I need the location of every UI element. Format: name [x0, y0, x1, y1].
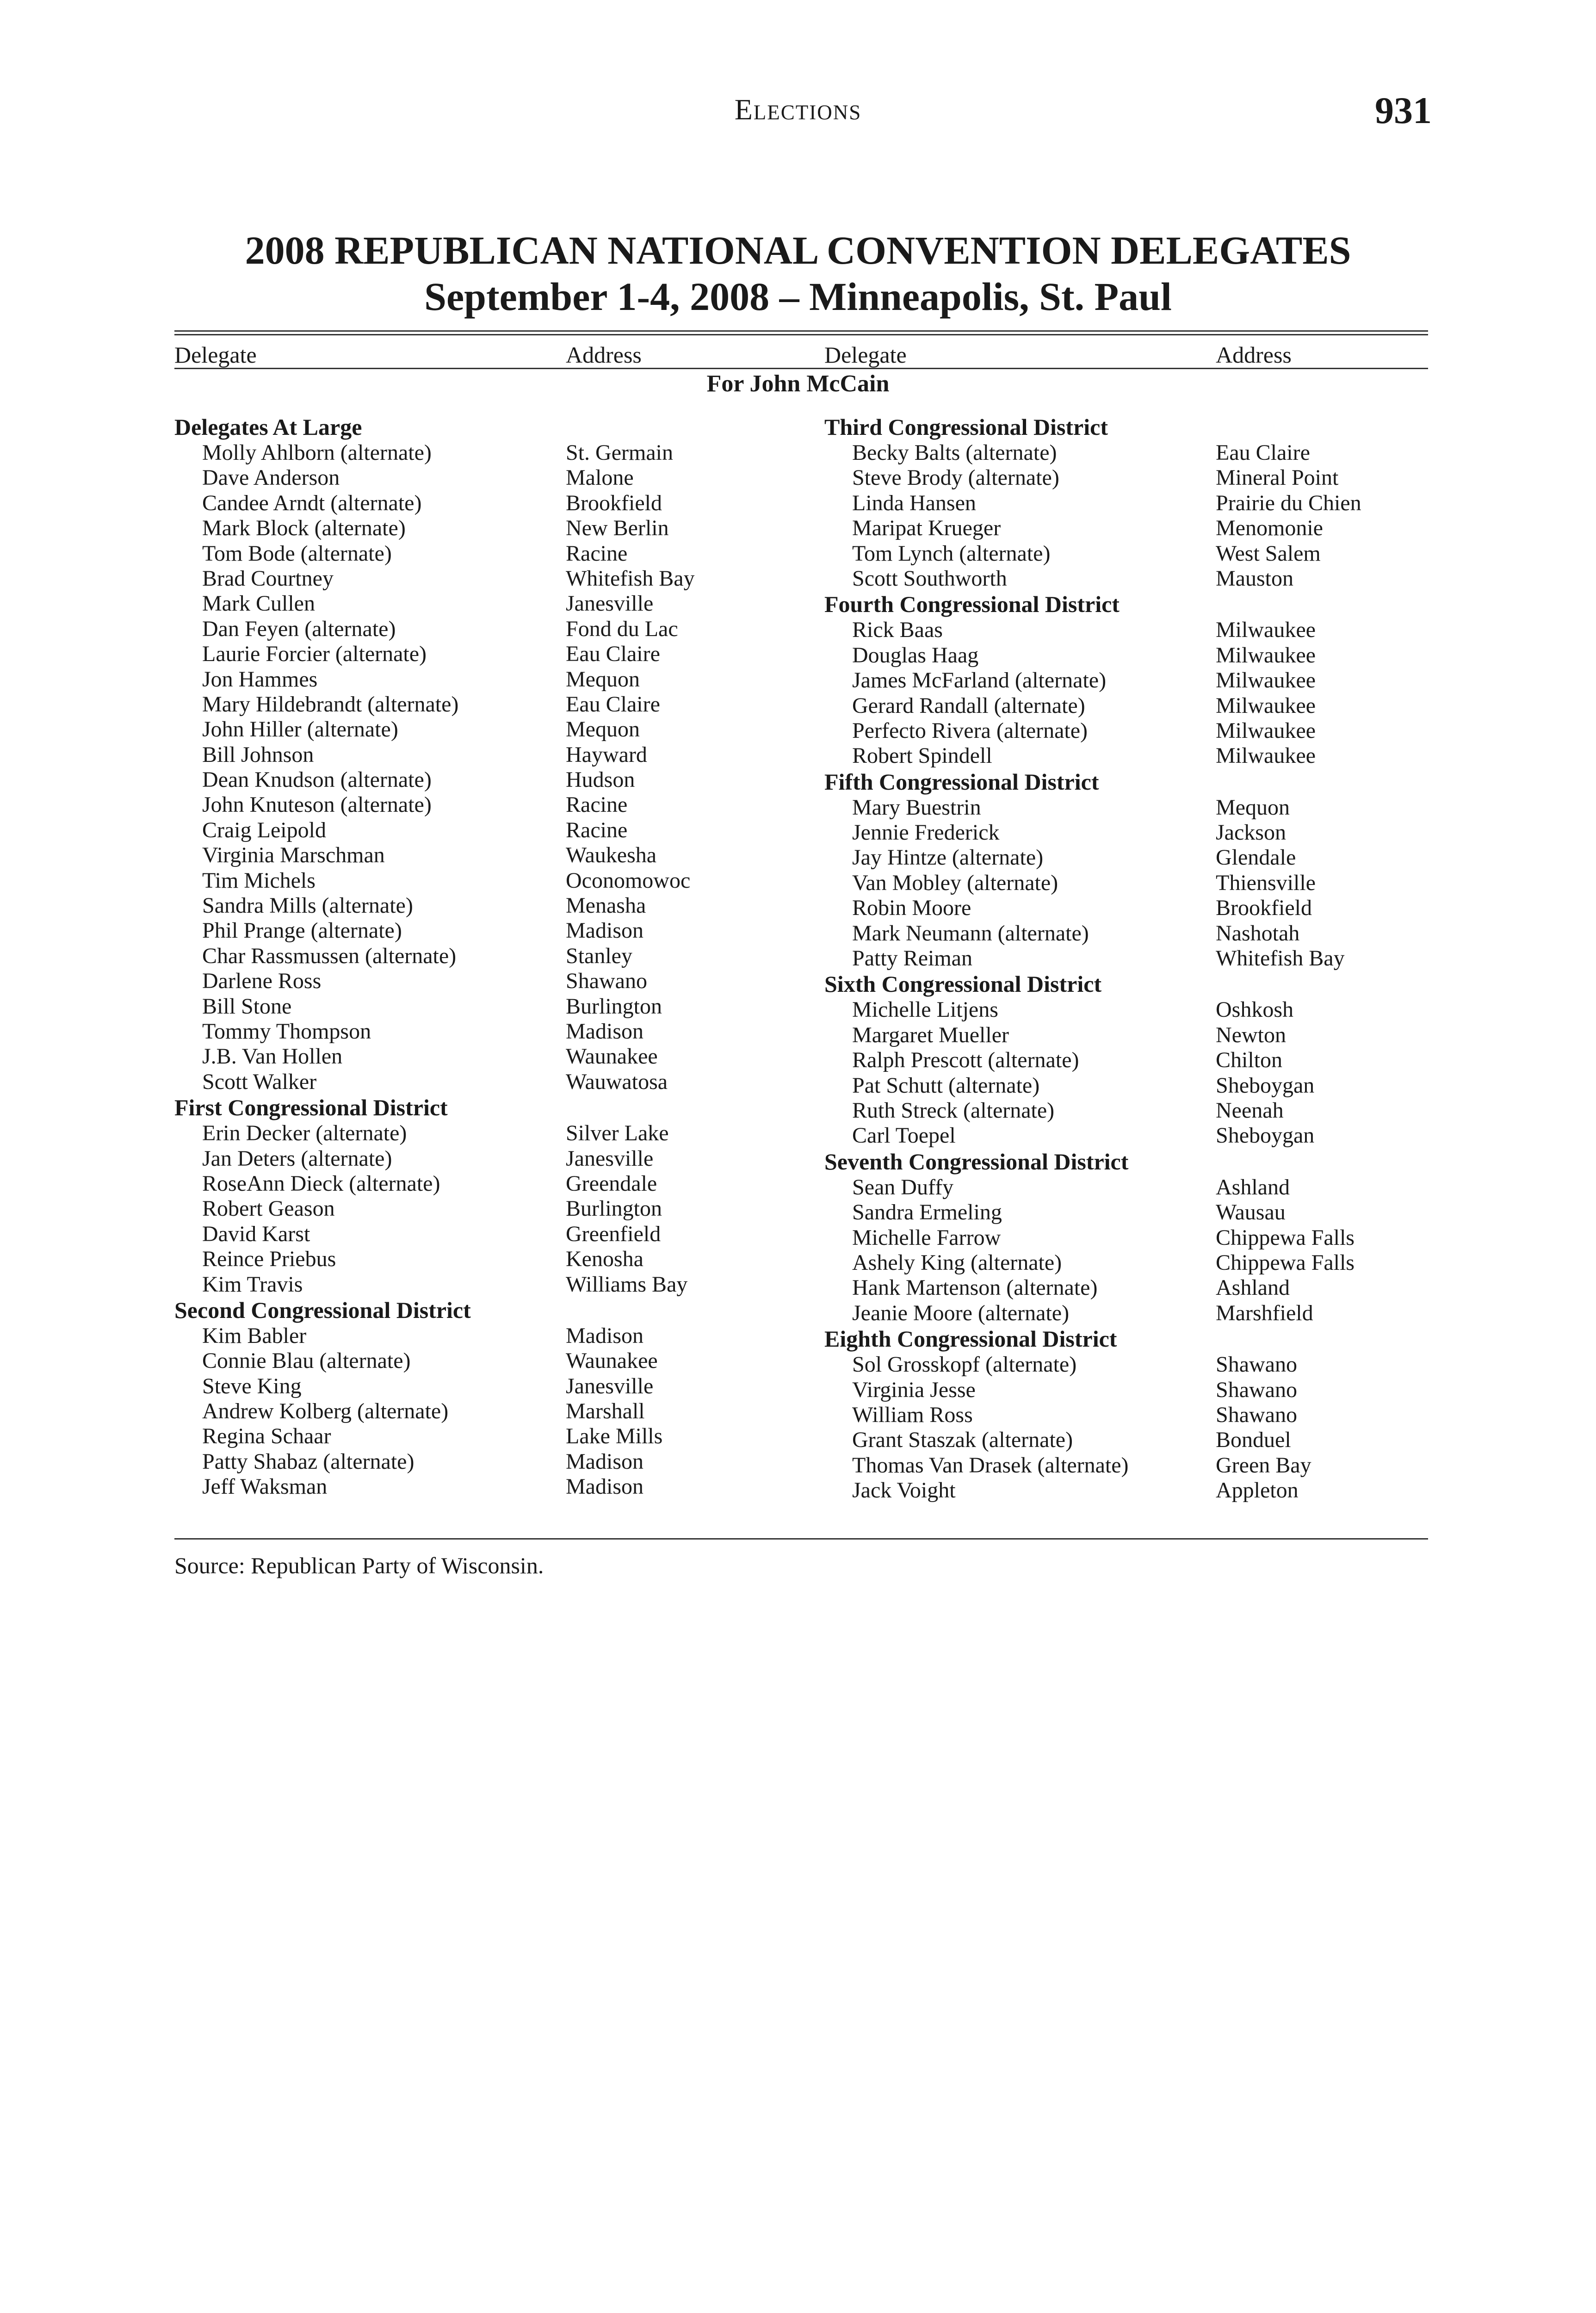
- delegate-address: Hudson: [566, 767, 635, 792]
- delegate-row: [174, 943, 632, 969]
- delegate-address: Madison: [566, 918, 643, 943]
- delegate-row: [824, 1300, 1313, 1326]
- delegate-address: Silver Lake: [566, 1121, 669, 1146]
- delegate-row: [174, 969, 647, 994]
- delegate-row: [174, 1449, 643, 1474]
- delegate-address: Stanley: [566, 943, 632, 968]
- delegate-row: [174, 1474, 643, 1499]
- page-subtitle: September 1-4, 2008 – Minneapolis, St. Paul: [424, 274, 1172, 319]
- delegate-address: Wauwatosa: [566, 1069, 668, 1094]
- delegate-row: [174, 516, 669, 541]
- delegate-row: [824, 541, 1321, 566]
- delegate-row: [824, 1250, 1355, 1275]
- delegate-row: [174, 1424, 663, 1449]
- delegate-row: [174, 490, 662, 516]
- delegate-address: Racine: [566, 817, 628, 842]
- delegate-address: Jackson: [1216, 820, 1286, 845]
- delegate-address: Ashland: [1216, 1175, 1290, 1200]
- delegate-name: Phil Prange (alternate): [202, 918, 402, 943]
- delegate-row: [824, 997, 1294, 1022]
- section-heading: Third Congressional District: [824, 414, 1108, 440]
- delegate-name: Andrew Kolberg (alternate): [202, 1399, 449, 1424]
- delegate-name: Perfecto Rivera (alternate): [852, 718, 1088, 743]
- delegate-address: Racine: [566, 792, 628, 817]
- delegate-name: Jon Hammes: [202, 667, 318, 692]
- delegate-name: Van Mobley (alternate): [852, 870, 1058, 895]
- delegate-row: [174, 742, 647, 767]
- delegate-address: Fond du Lac: [566, 616, 678, 641]
- delegate-address: Chippewa Falls: [1216, 1250, 1355, 1275]
- delegate-name: Sol Grosskopf (alternate): [852, 1352, 1077, 1377]
- delegate-address: Mequon: [566, 667, 640, 692]
- delegate-address: Wausau: [1216, 1200, 1286, 1225]
- delegate-address: Whitefish Bay: [566, 566, 695, 591]
- delegate-name: Michelle Farrow: [852, 1225, 1001, 1250]
- page-header: [0, 89, 1596, 143]
- delegate-address: Marshfield: [1216, 1300, 1313, 1325]
- delegate-name: Tom Lynch (alternate): [852, 541, 1051, 566]
- delegate-row: [824, 1098, 1284, 1123]
- delegate-address: Eau Claire: [566, 642, 660, 667]
- delegate-address: Menomonie: [1216, 516, 1323, 541]
- delegate-address: Mauston: [1216, 566, 1293, 591]
- delegate-name: Brad Courtney: [202, 566, 334, 591]
- delegate-name: Darlene Ross: [202, 969, 322, 994]
- delegate-row: [824, 1200, 1286, 1225]
- delegate-row: [174, 868, 691, 893]
- delegate-row: [174, 817, 628, 843]
- delegate-row: [824, 1275, 1290, 1300]
- delegate-row: [824, 1073, 1315, 1098]
- delegate-name: RoseAnn Dieck (alternate): [202, 1171, 440, 1196]
- delegate-address: New Berlin: [566, 516, 669, 541]
- delegate-row: [824, 1022, 1286, 1048]
- delegate-name: Jeff Waksman: [202, 1474, 328, 1499]
- delegate-name: Maripat Krueger: [852, 516, 1001, 541]
- delegate-row: [824, 1402, 1297, 1428]
- delegate-address: Waunakee: [566, 1348, 658, 1373]
- section-heading: Fifth Congressional District: [824, 768, 1099, 795]
- delegate-name: Craig Leipold: [202, 817, 326, 842]
- delegate-row: [824, 1478, 1299, 1503]
- delegate-address: Bonduel: [1216, 1428, 1291, 1453]
- delegate-name: Dan Feyen (alternate): [202, 616, 396, 641]
- delegate-name: Mary Hildebrandt (alternate): [202, 692, 459, 717]
- delegate-name: Robert Geason: [202, 1196, 335, 1221]
- delegate-row: [174, 1019, 643, 1044]
- left-column: [174, 414, 695, 1500]
- delegate-address: Mequon: [566, 717, 640, 742]
- table-top-rule-inner: [174, 334, 1428, 335]
- delegate-row: [174, 667, 640, 692]
- delegate-name: Jan Deters (alternate): [202, 1146, 392, 1171]
- delegate-row: [174, 994, 662, 1019]
- delegate-name: Linda Hansen: [852, 490, 976, 515]
- delegate-address: Madison: [566, 1019, 643, 1044]
- delegate-row: [174, 465, 634, 490]
- delegate-address: Nashotah: [1216, 921, 1300, 946]
- delegate-name: Pat Schutt (alternate): [852, 1073, 1040, 1098]
- section-heading: Eighth Congressional District: [824, 1326, 1117, 1352]
- delegate-address: Burlington: [566, 994, 662, 1019]
- delegate-name: Laurie Forcier (alternate): [202, 642, 427, 667]
- delegate-row: [174, 642, 660, 667]
- delegate-row: [824, 465, 1339, 490]
- delegate-row: [174, 1044, 658, 1069]
- delegate-row: [174, 918, 643, 943]
- delegate-address: Oshkosh: [1216, 997, 1294, 1022]
- delegate-name: Kim Babler: [202, 1323, 307, 1348]
- delegate-row: [174, 893, 646, 918]
- delegate-address: Mequon: [1216, 795, 1290, 820]
- delegate-address: Milwaukee: [1216, 693, 1316, 718]
- delegate-row: [174, 1247, 643, 1272]
- running-title: Elections: [734, 93, 862, 126]
- delegate-row: [174, 1323, 643, 1348]
- delegate-name: Ashely King (alternate): [852, 1250, 1062, 1275]
- delegate-address: Whitefish Bay: [1216, 946, 1345, 971]
- delegate-row: [174, 792, 628, 817]
- delegate-address: Janesville: [566, 591, 654, 616]
- delegate-name: Steve King: [202, 1373, 302, 1398]
- delegate-row: [824, 440, 1310, 465]
- delegate-row: [824, 946, 1345, 971]
- delegate-address: Milwaukee: [1216, 743, 1316, 768]
- delegate-address: Eau Claire: [566, 692, 660, 717]
- delegate-row: [824, 490, 1361, 516]
- delegate-address: Waukesha: [566, 843, 657, 868]
- delegate-row: [824, 1175, 1290, 1200]
- delegate-name: David Karst: [202, 1221, 310, 1246]
- delegate-row: [824, 643, 1316, 668]
- delegate-row: [174, 1146, 654, 1171]
- delegate-name: Ralph Prescott (alternate): [852, 1048, 1079, 1073]
- delegate-address: Menasha: [566, 893, 646, 918]
- delegate-row: [174, 1272, 688, 1297]
- delegate-row: [824, 693, 1316, 718]
- delegate-address: West Salem: [1216, 541, 1321, 566]
- section-heading: Seventh Congressional District: [824, 1148, 1129, 1175]
- delegate-name: Sandra Ermeling: [852, 1200, 1002, 1225]
- section-heading: Second Congressional District: [174, 1297, 471, 1323]
- delegate-address: Janesville: [566, 1146, 654, 1171]
- delegate-address: Greenfield: [566, 1221, 661, 1246]
- delegate-address: Thiensville: [1216, 870, 1316, 895]
- delegate-name: Scott Southworth: [852, 566, 1007, 591]
- delegate-name: James McFarland (alternate): [852, 668, 1107, 693]
- source-note: Source: Republican Party of Wisconsin.: [174, 1552, 544, 1578]
- candidate-heading: For John McCain: [706, 371, 890, 397]
- delegate-row: [174, 1373, 654, 1399]
- delegate-row: [824, 795, 1290, 820]
- delegate-row: [174, 1069, 668, 1095]
- delegate-address: Milwaukee: [1216, 643, 1316, 668]
- delegate-name: Jay Hintze (alternate): [852, 845, 1044, 870]
- delegate-address: Madison: [566, 1323, 643, 1348]
- delegate-address: Mineral Point: [1216, 465, 1339, 490]
- delegate-name: Mark Cullen: [202, 591, 315, 616]
- delegate-name: J.B. Van Hollen: [202, 1044, 343, 1069]
- delegate-row: [824, 1428, 1291, 1453]
- column-header-address-left: Address: [566, 342, 642, 368]
- page-title: 2008 REPUBLICAN NATIONAL CONVENTION DELEGATES: [245, 228, 1351, 272]
- delegate-address: Shawano: [1216, 1352, 1297, 1377]
- delegate-name: Robert Spindell: [852, 743, 992, 768]
- delegate-name: Ruth Streck (alternate): [852, 1098, 1055, 1123]
- delegate-name: Patty Reiman: [852, 946, 972, 971]
- delegate-name: Char Rassmussen (alternate): [202, 943, 457, 968]
- section-heading: Delegates At Large: [174, 414, 362, 440]
- delegate-row: [824, 820, 1286, 845]
- delegate-address: Ashland: [1216, 1275, 1290, 1300]
- delegate-row: [174, 566, 695, 591]
- delegate-name: Jennie Frederick: [852, 820, 1000, 845]
- delegate-row: [174, 1221, 661, 1247]
- delegate-row: [174, 440, 673, 465]
- delegate-name: John Knuteson (alternate): [202, 792, 432, 817]
- delegate-row: [824, 718, 1316, 743]
- delegate-row: [174, 717, 640, 742]
- delegate-name: Becky Balts (alternate): [852, 440, 1057, 465]
- delegate-name: Sean Duffy: [852, 1175, 954, 1200]
- delegate-name: Jack Voight: [852, 1478, 956, 1503]
- delegate-name: Bill Johnson: [202, 742, 314, 767]
- delegate-address: Sheboygan: [1216, 1123, 1315, 1148]
- delegate-address: Greendale: [566, 1171, 657, 1196]
- delegate-row: [174, 767, 635, 792]
- delegate-row: [824, 896, 1312, 921]
- delegate-row: [174, 1171, 657, 1196]
- section-heading: Fourth Congressional District: [824, 591, 1120, 618]
- delegate-name: Mark Block (alternate): [202, 516, 406, 541]
- delegate-address: Shawano: [566, 969, 647, 994]
- page-number: 931: [1375, 89, 1432, 131]
- delegate-name: Hank Martenson (alternate): [852, 1275, 1098, 1300]
- delegate-address: Madison: [566, 1449, 643, 1474]
- delegate-row: [824, 1048, 1283, 1073]
- delegate-address: St. Germain: [566, 440, 673, 465]
- delegate-name: Reince Priebus: [202, 1247, 336, 1272]
- delegate-name: Sandra Mills (alternate): [202, 893, 413, 918]
- delegate-name: Gerard Randall (alternate): [852, 693, 1085, 718]
- section-heading: Sixth Congressional District: [824, 971, 1102, 997]
- delegate-name: Robin Moore: [852, 896, 971, 921]
- delegate-address: Brookfield: [566, 490, 662, 515]
- delegate-row: [174, 843, 657, 868]
- delegate-name: William Ross: [852, 1402, 973, 1427]
- delegate-name: Virginia Jesse: [852, 1377, 976, 1402]
- delegate-row: [174, 692, 660, 717]
- delegate-name: Grant Staszak (alternate): [852, 1428, 1073, 1453]
- delegate-row: [824, 921, 1300, 946]
- delegate-address: Brookfield: [1216, 896, 1312, 921]
- delegate-address: Appleton: [1216, 1478, 1299, 1503]
- delegate-name: Steve Brody (alternate): [852, 465, 1059, 490]
- delegate-address: Chippewa Falls: [1216, 1225, 1355, 1250]
- delegate-name: Erin Decker (alternate): [202, 1121, 407, 1146]
- delegate-row: [824, 1352, 1297, 1377]
- delegate-address: Sheboygan: [1216, 1073, 1315, 1098]
- delegate-address: Chilton: [1216, 1048, 1283, 1073]
- delegate-name: Rick Baas: [852, 618, 943, 643]
- delegate-row: [824, 566, 1293, 591]
- delegate-address: Newton: [1216, 1022, 1286, 1047]
- delegate-row: [174, 616, 678, 642]
- delegate-name: Candee Arndt (alternate): [202, 490, 422, 515]
- delegate-address: Neenah: [1216, 1098, 1284, 1123]
- delegate-row: [174, 541, 628, 566]
- delegate-name: Dean Knudson (alternate): [202, 767, 432, 792]
- delegate-row: [824, 870, 1316, 896]
- delegate-address: Kenosha: [566, 1247, 643, 1272]
- delegate-name: Regina Schaar: [202, 1424, 331, 1449]
- delegate-row: [174, 1399, 645, 1424]
- delegate-name: Kim Travis: [202, 1272, 303, 1297]
- delegate-name: Tom Bode (alternate): [202, 541, 392, 566]
- delegate-name: Michelle Litjens: [852, 997, 998, 1022]
- column-header-delegate-right: Delegate: [824, 342, 907, 368]
- delegate-name: Carl Toepel: [852, 1123, 956, 1148]
- delegate-name: Bill Stone: [202, 994, 292, 1019]
- right-column: [824, 414, 1361, 1503]
- delegate-row: [824, 668, 1316, 693]
- delegate-address: Milwaukee: [1216, 668, 1316, 693]
- delegate-row: [824, 618, 1316, 643]
- column-header-rule: [174, 368, 1428, 369]
- delegate-address: Malone: [566, 465, 634, 490]
- delegate-row: [824, 516, 1323, 541]
- delegate-address: Janesville: [566, 1373, 654, 1398]
- delegate-address: Marshall: [566, 1399, 645, 1424]
- delegate-address: Glendale: [1216, 845, 1296, 870]
- delegate-row: [174, 1348, 658, 1373]
- delegate-row: [824, 1453, 1311, 1478]
- delegate-address: Green Bay: [1216, 1453, 1311, 1478]
- delegate-address: Shawano: [1216, 1377, 1297, 1402]
- delegate-name: Dave Anderson: [202, 465, 340, 490]
- table-bottom-rule: [174, 1538, 1428, 1540]
- delegate-address: Madison: [566, 1474, 643, 1499]
- delegate-address: Hayward: [566, 742, 647, 767]
- delegate-address: Lake Mills: [566, 1424, 663, 1449]
- delegate-row: [824, 1225, 1355, 1250]
- delegate-row: [824, 743, 1316, 768]
- delegate-row: [824, 1377, 1297, 1403]
- delegate-name: Mary Buestrin: [852, 795, 981, 820]
- delegate-address: Milwaukee: [1216, 718, 1316, 743]
- delegate-address: Racine: [566, 541, 628, 566]
- section-heading: First Congressional District: [174, 1095, 448, 1121]
- delegate-address: Waunakee: [566, 1044, 658, 1069]
- delegate-name: John Hiller (alternate): [202, 717, 398, 742]
- delegate-name: Tommy Thompson: [202, 1019, 371, 1044]
- delegate-address: Eau Claire: [1216, 440, 1310, 465]
- delegate-name: Patty Shabaz (alternate): [202, 1449, 414, 1474]
- delegate-name: Virginia Marschman: [202, 843, 385, 868]
- delegate-address: Oconomowoc: [566, 868, 691, 893]
- delegate-name: Molly Ahlborn (alternate): [202, 440, 432, 465]
- delegate-name: Thomas Van Drasek (alternate): [852, 1453, 1129, 1478]
- delegate-name: Douglas Haag: [852, 643, 979, 668]
- delegate-row: [174, 1196, 662, 1221]
- delegate-row: [174, 591, 654, 616]
- delegate-name: Mark Neumann (alternate): [852, 921, 1089, 946]
- column-header-address-right: Address: [1216, 342, 1292, 368]
- delegate-address: Shawano: [1216, 1402, 1297, 1427]
- delegate-name: Connie Blau (alternate): [202, 1348, 411, 1373]
- delegate-name: Scott Walker: [202, 1069, 317, 1094]
- delegate-row: [824, 1123, 1315, 1148]
- delegate-name: Jeanie Moore (alternate): [852, 1300, 1070, 1325]
- column-header-delegate-left: Delegate: [174, 342, 257, 368]
- delegate-row: [174, 1121, 669, 1146]
- delegate-name: Margaret Mueller: [852, 1022, 1009, 1047]
- delegate-address: Prairie du Chien: [1216, 490, 1361, 515]
- delegate-row: [824, 845, 1296, 870]
- table-top-rule: [174, 330, 1428, 332]
- delegate-address: Burlington: [566, 1196, 662, 1221]
- delegate-address: Williams Bay: [566, 1272, 688, 1297]
- delegate-address: Milwaukee: [1216, 618, 1316, 643]
- delegate-name: Tim Michels: [202, 868, 315, 893]
